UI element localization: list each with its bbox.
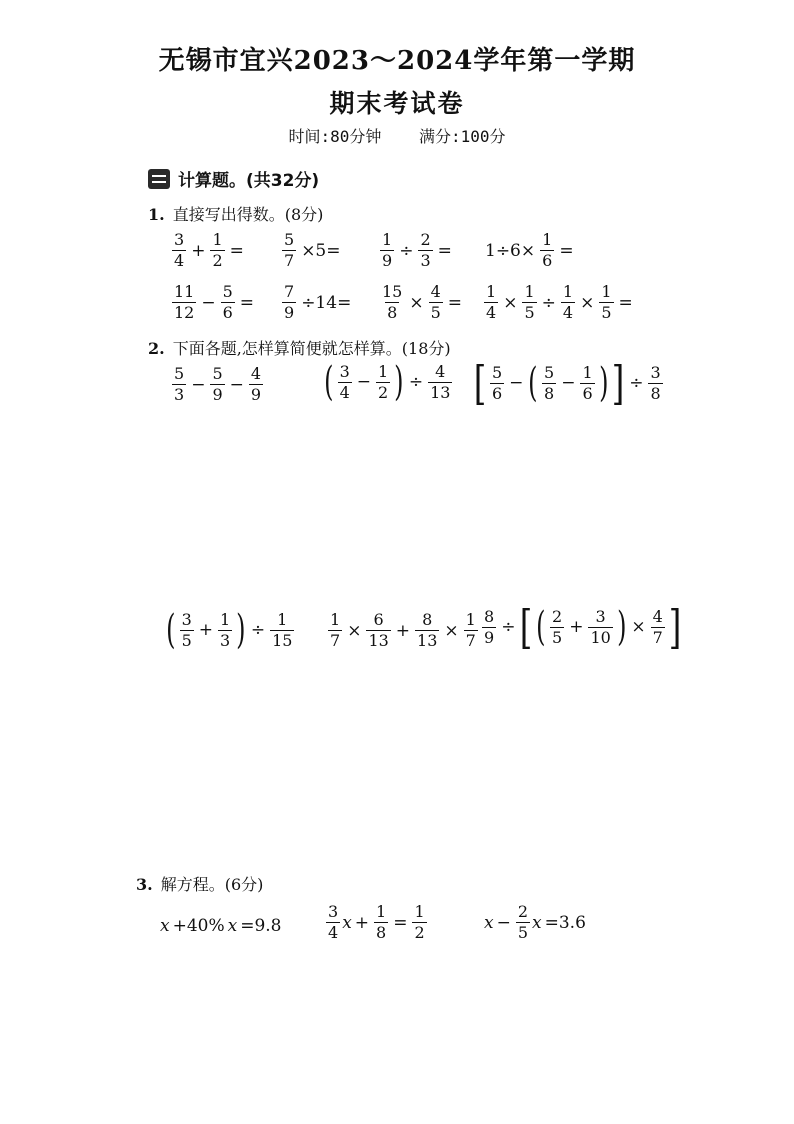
denominator: 7 [465,631,476,650]
parenthesis: ) [236,607,246,653]
denominator: 15 [272,630,293,650]
denominator: 6 [222,303,233,322]
operator: =3.6 [544,912,586,933]
exam-score: 满分:100分 [419,127,506,146]
operator: − [496,912,511,933]
denominator: 5 [524,303,535,322]
denominator: 7 [652,627,663,647]
numerator: 1 [465,610,476,629]
question-1-heading: 1. 直接写出得数。(8分) [148,205,324,224]
fraction [561,284,575,321]
denominator: 13 [430,382,451,402]
q1-item-8 [482,284,636,321]
denominator: 3 [420,251,431,270]
numerator: 7 [284,282,295,301]
numerator: 5 [284,230,295,249]
variable: x [160,916,170,936]
fraction [429,284,443,321]
denominator: 13 [417,631,438,650]
fraction [218,609,232,650]
fraction [326,904,340,941]
section-calculation-header [148,166,319,191]
fraction [550,606,564,647]
q1-item-1 [170,232,247,269]
q2-expr-1 [170,366,265,403]
fraction [338,361,352,402]
denominator: 8 [650,383,661,403]
operator: − [229,374,244,395]
denominator: 5 [517,923,529,942]
q1-item-7 [378,284,465,321]
fraction [651,606,665,647]
fraction [282,232,296,269]
numerator: 1 [524,282,535,301]
denominator: 5 [430,303,441,322]
operator: × [580,292,595,313]
operator: × [347,620,362,641]
q2-expr-5 [326,612,480,649]
numerator: 1 [220,609,231,629]
numerator: 3 [328,902,339,921]
fraction [464,612,478,649]
fraction [210,232,224,269]
numerator: 8 [422,610,433,629]
denominator: 9 [250,385,262,404]
fraction [428,361,452,402]
denominator: 9 [382,251,393,270]
denominator: 8 [376,923,387,942]
denominator: 10 [590,627,611,647]
fraction [484,284,498,321]
fraction [180,609,194,650]
variable: x [227,916,238,936]
denominator: 2 [414,923,425,942]
denominator: 9 [484,627,495,647]
operator: = [618,292,633,313]
fraction [172,232,186,269]
numerator: 3 [339,361,350,381]
exam-time: 时间:80分钟 [288,127,382,146]
denominator: 3 [174,385,185,404]
operator: ÷ [629,373,644,393]
fraction [221,284,235,321]
numerator: 1 [414,902,425,921]
q1-item-5 [170,284,257,321]
numerator: 1 [376,902,387,921]
fraction [580,362,594,403]
numerator: 8 [484,606,495,626]
denominator: 4 [328,923,339,942]
q2-expr-6 [480,600,683,654]
denominator: 7 [284,251,295,270]
denominator: 2 [378,382,389,402]
operator: − [201,292,216,313]
operator: = [447,292,463,313]
denominator: 5 [552,627,563,647]
operator: × [409,292,424,313]
fraction [249,366,263,403]
numerator: 1 [382,230,393,249]
numerator: 3 [181,609,192,629]
fraction [282,284,296,321]
q1-item-6 [280,284,354,321]
operator: ×5= [301,240,341,261]
fraction [490,362,504,403]
fraction [374,904,388,941]
operator: =9.8 [240,916,282,936]
fraction [172,284,196,321]
fraction [328,612,342,649]
operator: ÷ [408,372,424,392]
operator: + [191,240,206,261]
q2-expr-3 [472,356,665,410]
denominator: 4 [486,303,497,322]
parenthesis: ( [528,360,538,406]
fraction [366,612,390,649]
numerator: 4 [435,361,446,381]
operator: − [191,374,206,395]
operator: 1÷6× [485,240,536,261]
operator: = [393,912,408,933]
operator: +40% [172,916,225,936]
fraction [172,366,186,403]
q2-expr-2 [322,359,454,405]
numerator: 5 [174,364,185,383]
fraction [418,232,432,269]
question-2-heading: 2. 下面各题,怎样算简便就怎样算。(18分) [148,339,451,358]
denominator: 4 [339,382,350,402]
denominator: 12 [174,303,195,322]
fraction [380,232,394,269]
numerator: 11 [174,282,195,301]
operator: × [503,292,518,313]
numerator: 5 [222,282,233,301]
numerator: 1 [277,609,288,629]
operator: + [198,620,214,640]
operator: ÷ [399,240,414,261]
fraction [380,284,404,321]
fraction [516,904,530,941]
denominator: 2 [212,251,223,270]
numerator: 15 [382,282,403,301]
numerator: 3 [174,230,185,249]
fraction [648,362,662,403]
fraction [588,606,612,647]
variable: x [342,912,352,933]
denominator: 4 [562,303,574,322]
operator: × [631,617,646,637]
operator: − [356,372,372,392]
bracket: [ [520,600,533,654]
operator: = [239,292,255,313]
operator: + [354,912,370,933]
exam-title: 无锡市宜兴2023～2024学年第一学期 [158,46,636,76]
bracket: [ [473,356,487,410]
operator: ÷ [250,620,266,640]
denominator: 8 [387,303,398,322]
bracket: ] [668,600,682,654]
denominator: 7 [330,631,341,650]
parenthesis: ) [598,360,609,406]
numerator: 1 [542,230,553,249]
q1-item-4 [482,232,577,269]
fraction [522,284,536,321]
numerator: 4 [250,364,262,383]
exam-meta [0,124,794,147]
section-label: 计算题。(共32分) [178,171,320,191]
denominator: 6 [491,383,503,403]
numerator: 1 [378,361,389,381]
variable: x [484,912,494,933]
denominator: 4 [174,251,185,270]
fraction [542,362,556,403]
denominator: 13 [368,631,389,650]
operator: = [437,240,452,261]
numerator: 1 [486,282,497,301]
q1-item-2 [280,232,344,269]
numerator: 2 [552,606,563,626]
parenthesis: ( [324,359,334,405]
fraction [210,366,224,403]
fraction [376,361,390,402]
section-icon [148,169,170,189]
fraction [412,904,426,941]
numerator: 5 [212,364,223,383]
q2-expr-4 [164,607,296,653]
numerator: 3 [650,362,661,382]
operator: = [559,240,574,261]
bracket: ] [611,356,625,410]
parenthesis: ) [616,604,627,650]
denominator: 3 [220,630,231,650]
question-3-heading: 3. 解方程。(6分) [136,875,264,894]
parenthesis: ( [536,604,546,650]
numerator: 5 [491,362,503,382]
operator: ÷ [501,617,516,637]
numerator: 4 [652,606,663,626]
numerator: 3 [595,606,606,626]
denominator: 9 [284,303,295,322]
numerator: 2 [517,902,529,921]
denominator: 6 [542,251,553,270]
variable: x [532,912,542,933]
operator: − [509,373,524,393]
operator: − [561,373,576,393]
parenthesis: ( [166,607,176,653]
denominator: 8 [544,383,555,403]
fraction [415,612,439,649]
operator: + [395,620,411,641]
numerator: 4 [430,282,441,301]
fraction [270,609,294,650]
numerator: 2 [420,230,431,249]
q1-item-3 [378,232,455,269]
q3-equation-3 [484,904,589,941]
fraction [599,284,613,321]
numerator: 6 [373,610,384,629]
denominator: 5 [601,303,612,322]
operator: ÷14= [301,292,352,313]
numerator: 1 [582,362,593,382]
fraction [482,606,496,647]
operator: ÷ [541,292,556,313]
q3-equation-1 [160,916,285,936]
denominator: 5 [181,630,192,650]
numerator: 5 [544,362,555,382]
denominator: 6 [582,383,593,403]
numerator: 1 [330,610,341,629]
operator: = [229,240,244,261]
numerator: 1 [212,230,223,249]
exam-subtitle: 期末考试卷 [329,89,465,118]
numerator: 1 [601,282,612,301]
q3-equation-2 [324,904,429,941]
operator: + [569,617,584,637]
numerator: 1 [562,282,574,301]
parenthesis: ) [394,359,404,405]
denominator: 9 [212,385,223,404]
fraction [540,232,554,269]
operator: × [444,620,459,641]
